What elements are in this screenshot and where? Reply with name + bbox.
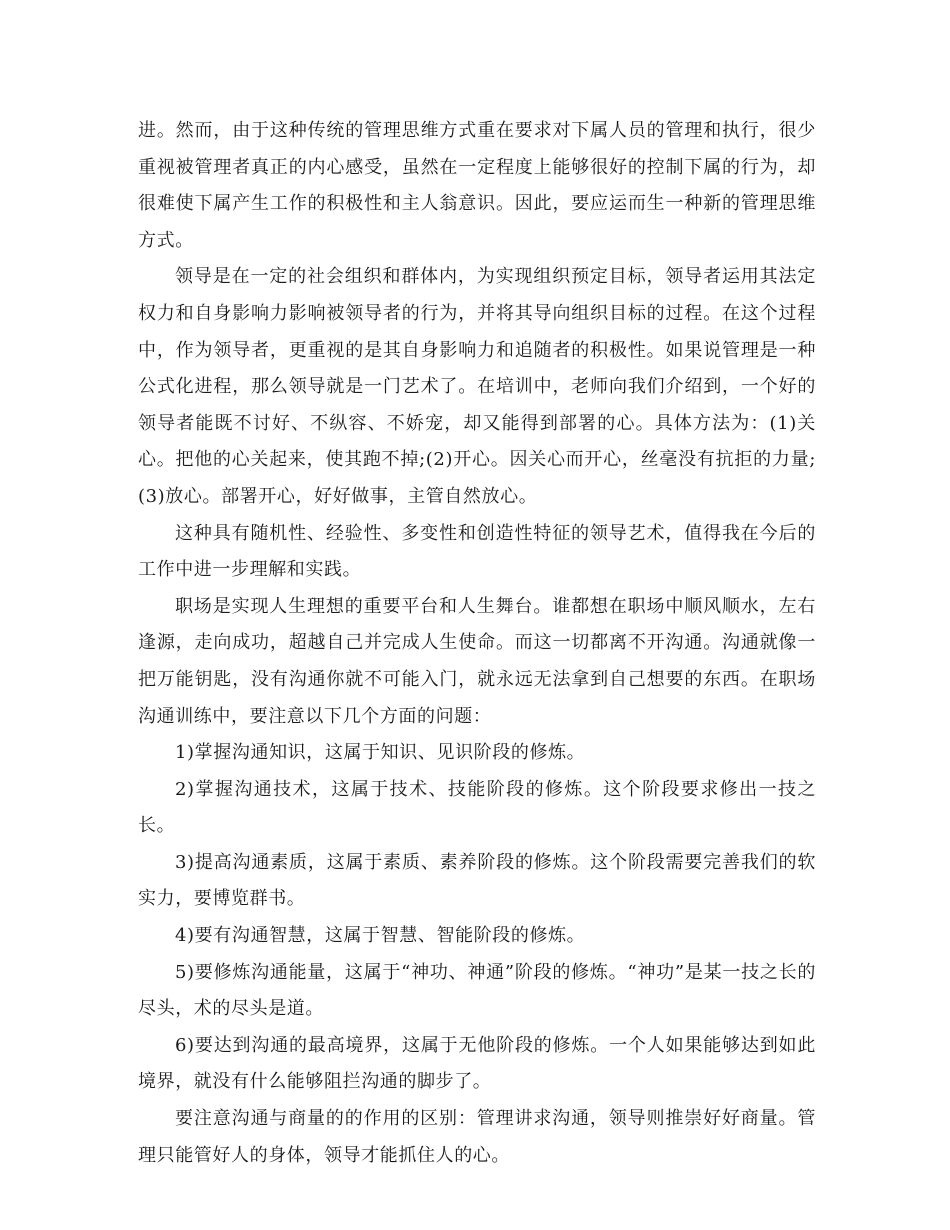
list-item-4: 4)要有沟通智慧，这属于智慧、智能阶段的修炼。 (175, 925, 586, 947)
paragraph-2: 领导是在一定的社会组织和群体内，为实现组织预定目标，领导者运用其法定权力和自身影响力影响被领导者的行为，并将其导向组织目标的过程。在这个过程中，作为领导者，更重视的是其自身影响力和追随者的积极性。如果说管理是一种公式化进程，那么领导就是一门艺术了。在培训中，老师向我们介绍到，一个好的领导者能既不讨好、不纵容、不娇宠，却又能得到部署的心。具体方法为：(1)关心。把他的心关起来，使其跑不掉;(2)开心。因关心而开心，丝毫没有抗拒的力量;(3)放心。部署开心，好好做事，主管自然放心。 (138, 266, 816, 507)
list-item-1: 1)掌握沟通知识，这属于知识、见识阶段的修炼。 (175, 742, 586, 764)
paragraph-closing: 要注意沟通与商量的的作用的区别：管理讲求沟通，领导则推崇好好商量。管理只能管好人的身体，领导才能抓住人的心。 (138, 1108, 816, 1166)
paragraph-3: 这种具有随机性、经验性、多变性和创造性特征的领导艺术，值得我在今后的工作中进一步理解和实践。 (138, 522, 816, 581)
list-item-2: 2)掌握沟通技术，这属于技术、技能阶段的修炼。这个阶段要求修出一技之长。 (138, 778, 816, 837)
paragraph-4: 职场是实现人生理想的重要平台和人生舞台。谁都想在职场中顺风顺水，左右逢源，走向成功，超越自己并完成人生使命。而这一切都离不开沟通。沟通就像一把万能钥匙，没有沟通你就不可能入门，就永远无法拿到自己想要的东西。在职场沟通训练中，要注意以下几个方面的问题： (138, 595, 816, 727)
list-item-5: 5)要修炼沟通能量，这属于“神功、神通”阶段的修炼。“神功”是某一技之长的尽头，术的尽头是道。 (138, 961, 816, 1020)
list-item-3: 3)提高沟通素质，这属于素质、素养阶段的修炼。这个阶段需要完善我们的软实力，要博览群书。 (138, 851, 816, 910)
paragraph-1: 进。然而，由于这种传统的管理思维方式重在要求对下属人员的管理和执行，很少重视被管理者真正的内心感受，虽然在一定程度上能够很好的控制下属的行为，却很难使下属产生工作的积极性和主人翁意识。因此，要应运而生一种新的管理思维方式。 (138, 120, 816, 251)
list-item-6: 6)要达到沟通的最高境界，这属于无他阶段的修炼。一个人如果能够达到如此境界，就没有什么能够阻拦沟通的脚步了。 (138, 1034, 816, 1093)
document-body (138, 113, 816, 1174)
